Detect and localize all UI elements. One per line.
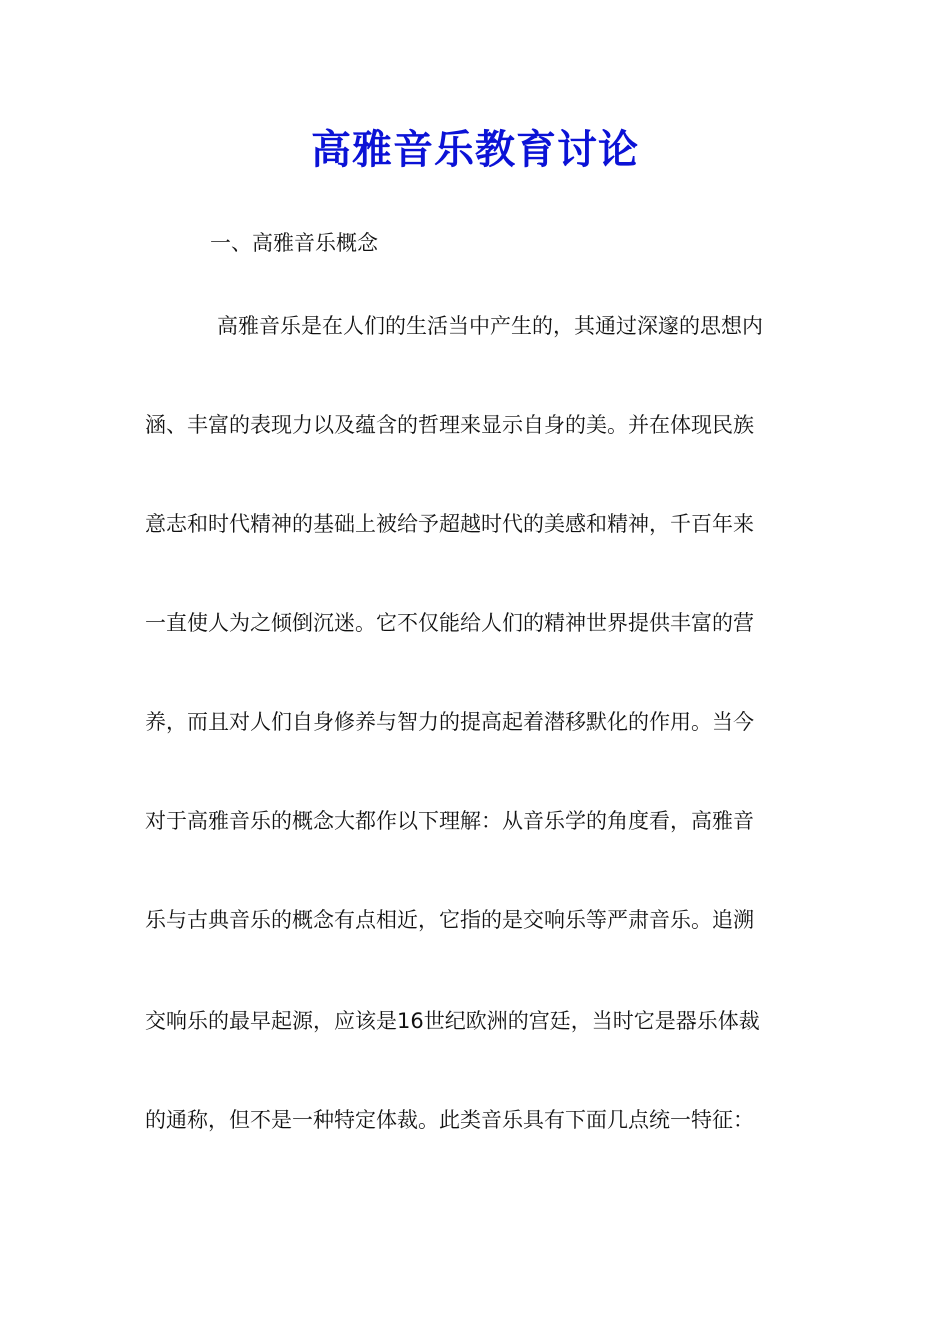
paragraph-line-9: 的通称，但不是一种特定体裁。此类音乐具有下面几点统一特征： — [145, 1108, 754, 1132]
paragraph-line-2: 涵、丰富的表现力以及蕴含的哲理来显示自身的美。并在体现民族 — [145, 413, 754, 437]
paragraph-line-6: 对于高雅音乐的概念大都作以下理解：从音乐学的角度看，高雅音 — [145, 809, 754, 833]
section-heading: 一、高雅音乐概念 — [210, 231, 378, 255]
paragraph-line-7: 乐与古典音乐的概念有点相近，它指的是交响乐等严肃音乐。追溯 — [145, 908, 754, 932]
paragraph-line-5: 养，而且对人们自身修养与智力的提高起着潜移默化的作用。当今 — [145, 710, 754, 734]
paragraph-line-4: 一直使人为之倾倒沉迷。它不仅能给人们的精神世界提供丰富的营 — [145, 611, 754, 635]
paragraph-line-3: 意志和时代精神的基础上被给予超越时代的美感和精神，千百年来 — [145, 512, 754, 536]
document-title: 高雅音乐教育讨论 — [311, 126, 639, 173]
paragraph-line-1: 高雅音乐是在人们的生活当中产生的，其通过深邃的思想内 — [217, 314, 763, 338]
paragraph-line-8: 交响乐的最早起源，应该是16世纪欧洲的宫廷，当时它是器乐体裁 — [145, 1009, 760, 1033]
